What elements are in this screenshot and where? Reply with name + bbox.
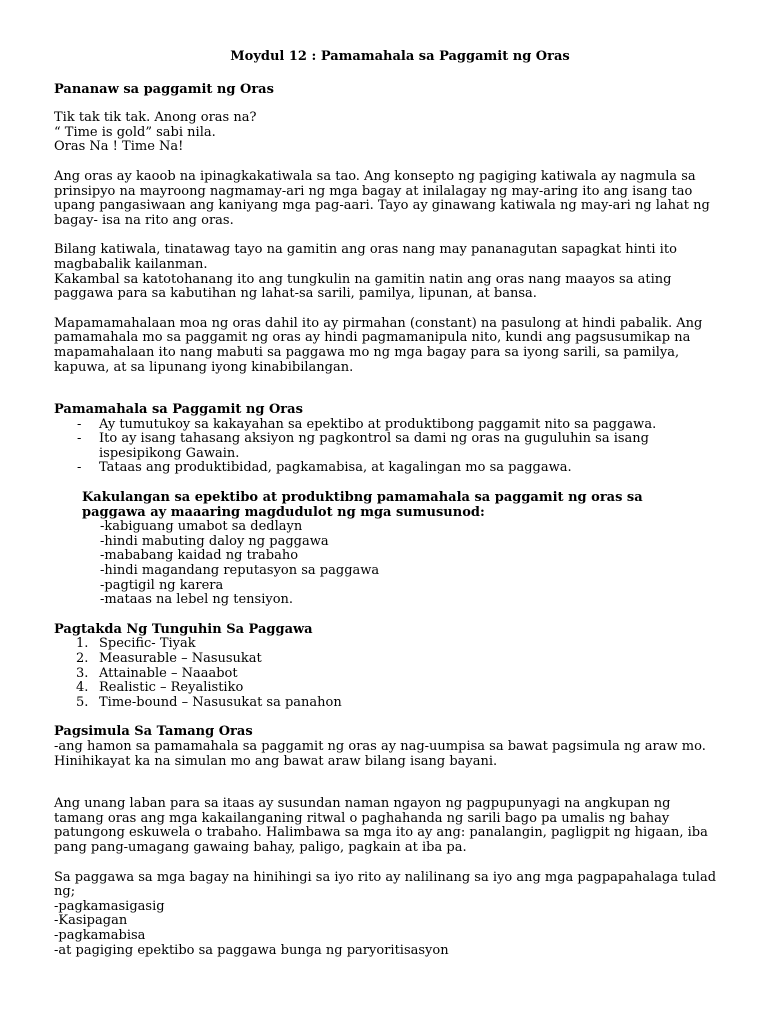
- list-item: -at pagiging epektibo sa paggawa bunga ng paryoritisasyon: [54, 942, 449, 958]
- intro-line: Tik tak tik tak. Anong oras na?: [54, 110, 257, 126]
- list-item: -mababang kaidad ng trabaho: [100, 548, 299, 564]
- section-heading-kakulangan: Kakulangan sa epektibo at produktibng pamamahala sa paggamit ng oras sa paggawa ay maaaring magdudulot ng mga sumusunod:: [82, 490, 643, 520]
- document-title: Moydul 12 : Pamamahala sa Paggamit ng Oras: [230, 49, 570, 64]
- section-heading-pagsimula: Pagsimula Sa Tamang Oras: [54, 724, 253, 740]
- smart-goal-list: [54, 637, 724, 710]
- list-item: - Ito ay isang tahasang aksiyon ng pagkontrol sa dami ng oras na guguluhin sa isang ispesipikong Gawain.: [77, 431, 649, 461]
- paragraph-bilang-katiwala: Bilang katiwala, tinatawag tayo na gamitin ang oras nang may pananagutan sapagkat hinti ito magbabalik kailanman.: [54, 242, 677, 272]
- intro-line: Oras Na ! Time Na!: [54, 139, 184, 155]
- list-item: -pagkamasigasig: [54, 898, 165, 914]
- list-item: -kabiguang umabot sa dedlayn: [100, 519, 303, 535]
- paragraph-kakambal: Kakambal sa katotohanang ito ang tungkulin na gamitin natin ang oras nang maayos sa ating paggawa para sa kabutihan ng lahat-sa sarili, pamilya, lipunan, at bansa.: [54, 271, 672, 302]
- list-item: -hindi magandang reputasyon sa paggawa: [100, 563, 380, 579]
- paragraph-katiwala: Ang oras ay kaoob na ipinagkakatiwala sa tao. Ang konsepto ng pagiging katiwala ay nagmula sa prinsipyo na mayroong nagmamay-ari ng mga bagay at inilalagay ng may-aring ito ang isang tao upang pangasiwaan ang kaniyang mga pag-aari. Tayo ay ginawang katiwala ng may-ari ng lahat ng bagay- isa na rito ang oras.: [54, 168, 710, 228]
- paragraph-unang-laban: Ang unang laban para sa itaas ay susundan naman ngayon ng pagpupunyagi na angkupan ng tamang oras ang mga kakailanganing ritwal o paghahanda ng sarili bago pa umalis ng bahay patungong eskuwela o trabaho. Halimbawa sa mga ito ay ang: panalangin, pagligpit ng higaan, iba pang pang-umagang gawaing bahay, paligo, pagkain at iba pa.: [54, 796, 708, 855]
- dash-marker: -: [77, 431, 82, 447]
- section-heading-pamamahala: Pamamahala sa Paggamit ng Oras: [54, 402, 303, 418]
- list-item: -pagtigil ng karera: [100, 577, 224, 593]
- section-heading-pagtakda: Pagtakda Ng Tunguhin Sa Paggawa: [54, 621, 313, 637]
- document-page: [54, 50, 724, 958]
- list-item: -pagkamabisa: [54, 927, 146, 943]
- list-item: -hindi mabuting daloy ng paggawa: [100, 533, 329, 549]
- list-item: 3. Attainable – Naaabot: [76, 665, 238, 681]
- list-item: 2. Measurable – Nasusukat: [76, 651, 262, 666]
- list-item: -Kasipagan: [54, 913, 128, 929]
- pamamahala-bullet-list: [54, 418, 724, 476]
- dash-marker: -: [77, 416, 82, 432]
- list-item: - Ay tumutukoy sa kakayahan sa epektibo at produktibong paggamit nito sa paggawa.: [77, 416, 657, 432]
- paragraph-pagpapahalaga: Sa paggawa sa mga bagay na hinihingi sa iyo rito ay nalilinang sa iyo ang mga pagpapahalaga tulad ng;: [54, 869, 717, 900]
- kakulangan-block: [82, 491, 724, 608]
- intro-line: “ Time is gold” sabi nila.: [54, 124, 216, 140]
- list-item: - Tataas ang produktibidad, pagkamabisa, at kagalingan mo sa paggawa.: [77, 460, 572, 476]
- list-item: 1. Specific- Tiyak: [76, 636, 196, 652]
- list-item: 5. Time-bound – Nasusukat sa panahon: [76, 694, 342, 710]
- paragraph-pagsimula: -ang hamon sa pamamahala sa paggamit ng oras ay nag-uumpisa sa bawat pagsimula ng araw mo. Hinihikayat ka na simulan mo ang bawat araw bilang isang bayani.: [54, 738, 706, 769]
- list-item: -mataas na lebel ng tensiyon.: [100, 592, 294, 608]
- list-item: 4. Realistic – Reyalistiko: [76, 680, 244, 696]
- section-heading-pananaw: Pananaw sa paggamit ng Oras: [54, 81, 274, 97]
- paragraph-mapamamahalaan: Mapamamahalaan moa ng oras dahil ito ay pirmahan (constant) na pasulong at hindi pabalik. Ang pamamahala mo sa paggamit ng oras ay hindi pagmamanipula nito, kundi ang pagsusumikap na mapamahalaan ito nang mabuti sa paggawa mo ng mga bagay para sa iyong sarili, sa pamilya, kapuwa, at sa lipunang iyong kinabibilangan.: [54, 315, 703, 375]
- dash-marker: -: [77, 460, 82, 476]
